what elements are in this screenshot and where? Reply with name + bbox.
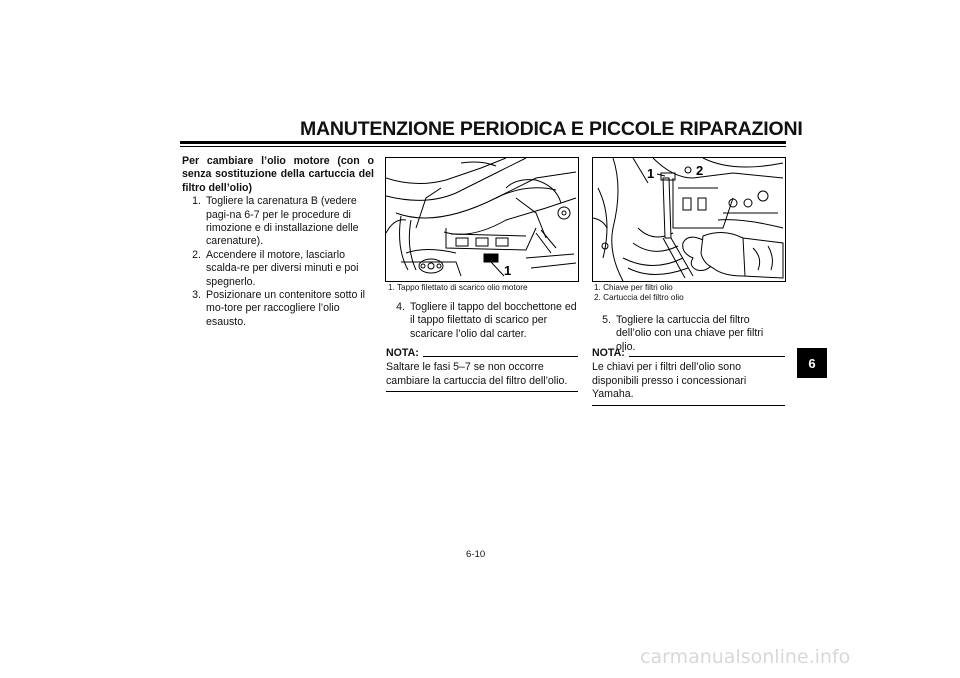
filter-wrench-drawing: [593, 158, 785, 281]
note-label: NOTA:: [592, 347, 625, 359]
figure1-caption: [388, 283, 580, 293]
callout-filter-cartridge: 2: [696, 163, 704, 178]
step-number: 4.: [396, 301, 405, 313]
note-heading: [592, 347, 785, 360]
procedure-step: [182, 195, 374, 249]
step-text: Accendere il motore, lasciarlo scalda-re per diversi minuti e poi spegnerlo.: [206, 248, 359, 288]
note-rule: [629, 356, 785, 357]
engine-drain-drawing: [386, 158, 578, 281]
procedure-step: [386, 301, 578, 341]
step-text: Togliere il tappo del bocchettone ed il tappo filettato di scarico per scaricare l’olio dal carter.: [410, 301, 577, 340]
callout-filter-wrench: 1: [647, 166, 655, 181]
chapter-tab: 6: [797, 348, 827, 378]
oil-filter-wrench-illustration: [592, 157, 786, 282]
step-text: Togliere la cartuccia del filtro dell’olio con una chiave per filtri olio.: [616, 314, 764, 353]
procedure-step: [182, 249, 374, 289]
figure2-caption: [594, 283, 786, 303]
step-number: 2.: [192, 248, 201, 261]
page-header-title: MANUTENZIONE PERIODICA E PICCOLE RIPARAZIONI: [300, 118, 803, 140]
step-text: Posizionare un contenitore sotto il mo-tore per raccogliere l’olio esausto.: [206, 289, 365, 328]
drain-bolt-illustration: [385, 157, 579, 282]
note-heading: [386, 347, 578, 360]
header-rule-thin: [180, 146, 786, 147]
note-block: [592, 347, 785, 406]
page-number: 6-10: [466, 549, 486, 560]
note-rule: [423, 356, 578, 357]
caption-line: 1. Chiave per filtri olio: [594, 283, 673, 292]
step-number: 5.: [602, 314, 611, 326]
step-number: 3.: [192, 289, 201, 302]
callout-drain-bolt: 1: [504, 263, 512, 278]
header-rule: [180, 141, 786, 144]
note-label: NOTA:: [386, 347, 419, 359]
watermark: carmanualsonline.info: [640, 646, 851, 668]
step-number: 1.: [192, 195, 201, 208]
caption-line: 1. Tappo filettato di scarico olio motore: [388, 283, 528, 292]
procedure-column-2: [386, 301, 578, 341]
note-block: [386, 347, 578, 392]
step-text: Togliere la carenatura B (vedere pagi-na 6-7 per le procedure di rimozione e di installazione delle carenature).: [206, 195, 359, 248]
procedure-step: [182, 289, 374, 329]
procedure-column: [182, 155, 374, 329]
section-heading: Per cambiare l’olio motore (con o senza sostituzione della cartuccia del filtro dell’olio): [182, 155, 374, 194]
note-text: Saltare le fasi 5–7 se non occorre cambiare la cartuccia del filtro dell’olio.: [386, 361, 578, 392]
caption-line: 2. Cartuccia del filtro olio: [594, 293, 684, 302]
note-text: Le chiavi per i filtri dell’olio sono disponibili presso i concessionari Yamaha.: [592, 361, 785, 405]
